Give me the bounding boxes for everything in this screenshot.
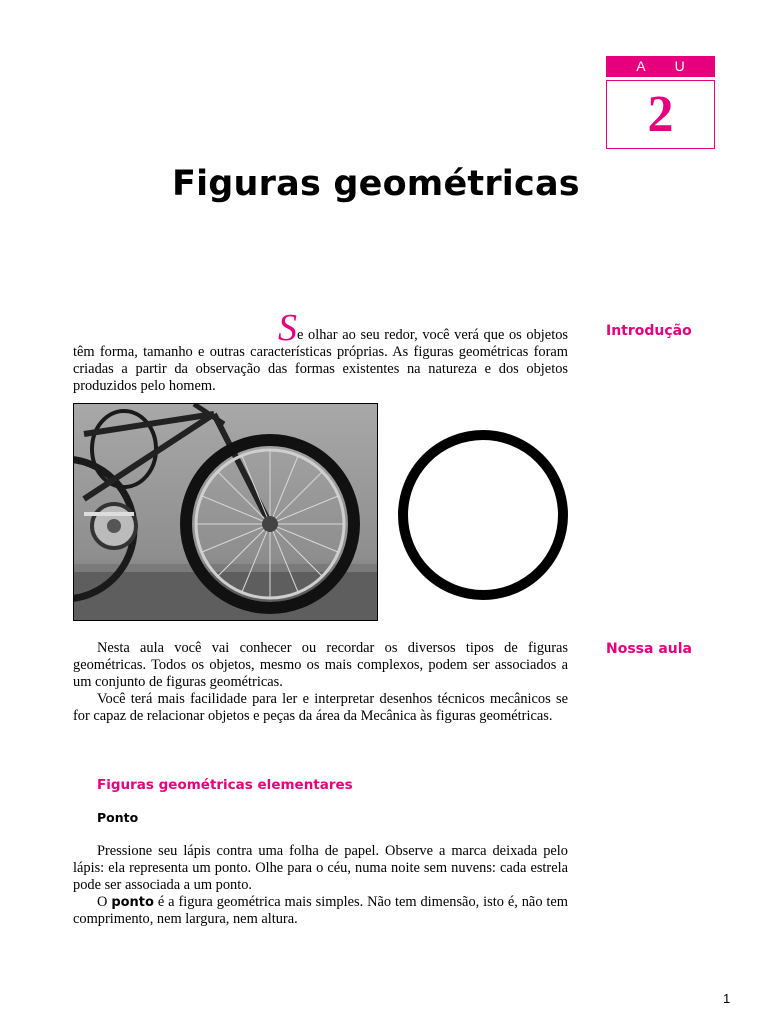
bicycle-illustration	[74, 404, 378, 621]
section-heading: Figuras geométricas elementares	[97, 777, 353, 793]
intro-paragraph	[73, 307, 568, 395]
intro-text: e olhar ao seu redor, você verá que os objetos têm forma, tamanho e outras características próprias. As figuras geométricas foram criadas a partir da observação das formas existentes na natureza e dos objetos produzidos pelo homem.	[73, 327, 568, 394]
sidebar-label-nossa-aula: Nossa aula	[606, 641, 692, 657]
ponto-rest: é a figura geométrica mais simples. Não tem dimensão, isto é, não tem comprimento, nem largura, nem altura.	[73, 894, 569, 927]
ponto-term: ponto	[111, 895, 154, 910]
nossa-aula-paragraph-2: Você terá mais facilidade para ler e interpretar desenhos técnicos mecânicos se for capaz de relacionar objetos e peças da área da Mecânica às figuras geométricas.	[73, 691, 568, 724]
lesson-badge-label: A U L A	[606, 56, 715, 77]
ponto-text	[73, 843, 568, 928]
lesson-badge	[606, 56, 715, 149]
page-number: 1	[723, 991, 731, 1006]
ponto-prefix: O	[97, 894, 112, 910]
lesson-badge-number: 2	[606, 80, 715, 149]
nossa-aula-text	[73, 640, 568, 725]
nossa-aula-paragraph-1: Nesta aula você vai conhecer ou recordar os diversos tipos de figuras geométricas. Todos os objetos, mesmo os mais complexos, podem ser associados a um conjunto de figuras geométricas.	[73, 640, 568, 690]
ponto-paragraph-1: Pressione seu lápis contra uma folha de papel. Observe a marca deixada pelo lápis: ela representa um ponto. Olhe para o céu, numa noite sem nuvens: cada estrela pode ser associada a um ponto.	[73, 843, 568, 893]
circle-figure	[393, 425, 573, 605]
bicycle-photo	[73, 403, 378, 621]
section-subheading: Ponto	[97, 810, 139, 825]
page-title: Figuras geométricas	[172, 164, 580, 204]
drop-cap: S	[278, 307, 297, 349]
ponto-paragraph-2	[73, 894, 568, 928]
sidebar-label-introducao: Introdução	[606, 323, 692, 339]
